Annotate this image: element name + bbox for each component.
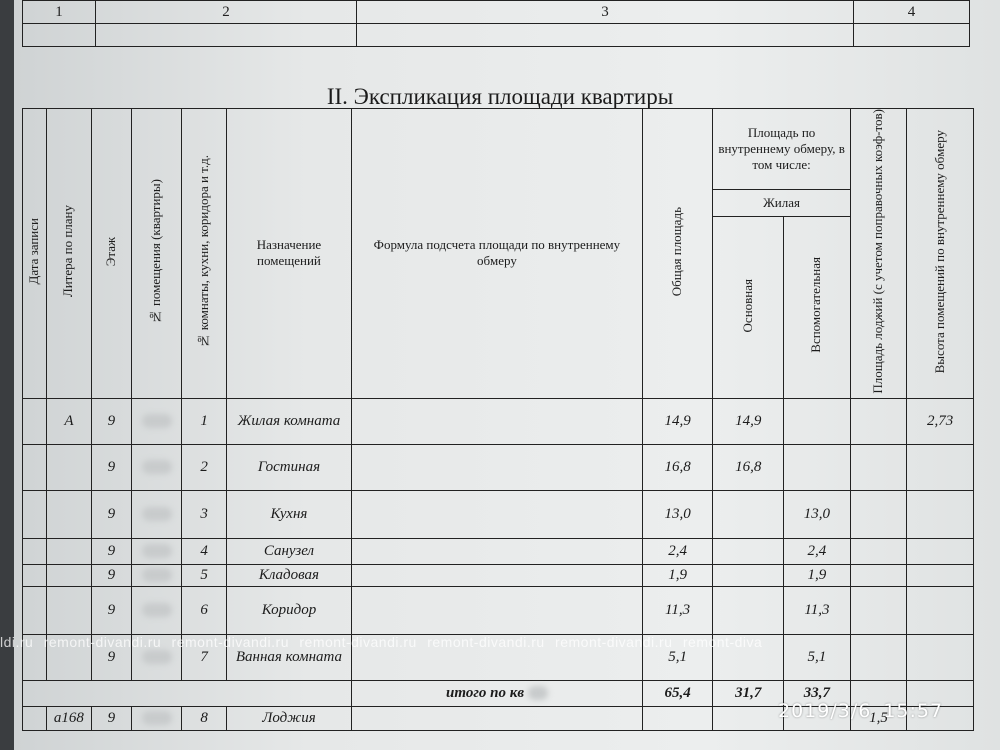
- cell-litera: [47, 490, 91, 538]
- cell-room-number: 7: [182, 634, 226, 680]
- cell-height: [907, 586, 974, 634]
- cell-total: 2,4: [642, 538, 713, 564]
- cell-height: [907, 538, 974, 564]
- header-apartment-number: № помещения (квартиры): [132, 109, 182, 399]
- cell-purpose: Ванная комната: [226, 634, 351, 680]
- cell-purpose: Лоджия: [226, 706, 351, 730]
- cell-aux: [784, 444, 851, 490]
- cell-apartment-redacted: [132, 706, 182, 730]
- cell-height: [907, 564, 974, 586]
- cell-main: 16,8: [713, 444, 784, 490]
- table-row: [23, 538, 974, 564]
- cell-main: 14,9: [713, 398, 784, 444]
- table-row: [23, 398, 974, 444]
- total-label: итого по кв: [352, 680, 643, 706]
- cell-aux: 13,0: [784, 490, 851, 538]
- col-number-3: 3: [357, 1, 854, 24]
- cell-height: [907, 490, 974, 538]
- header-auxiliary: Вспомогательная: [784, 217, 851, 399]
- cell-loggia: [850, 398, 907, 444]
- cell-purpose: Санузел: [226, 538, 351, 564]
- cell-floor: 9: [91, 444, 131, 490]
- total-area-sum: 65,4: [642, 680, 713, 706]
- cell-height: [907, 444, 974, 490]
- cell-loggia: [850, 564, 907, 586]
- cell-loggia: [850, 586, 907, 634]
- previous-section-table: [22, 0, 970, 47]
- cell-room-number: 5: [182, 564, 226, 586]
- table-row: [23, 444, 974, 490]
- cell-purpose: Кухня: [226, 490, 351, 538]
- cell-total: 13,0: [642, 490, 713, 538]
- cell-floor: 9: [91, 398, 131, 444]
- header-living: Жилая: [713, 190, 850, 217]
- cell-litera: А: [47, 398, 91, 444]
- cell-litera: [47, 538, 91, 564]
- cell-apartment-redacted: [132, 490, 182, 538]
- cell-room-number: 8: [182, 706, 226, 730]
- header-formula: Формула подсчета площади по внутреннему обмеру: [352, 109, 643, 399]
- cell-room-number: 4: [182, 538, 226, 564]
- cell-loggia: [850, 444, 907, 490]
- cell-room-number: 1: [182, 398, 226, 444]
- cell-aux: 1,9: [784, 564, 851, 586]
- cell-main: [713, 538, 784, 564]
- total-main-sum: 31,7: [713, 680, 784, 706]
- header-height: Высота помещений по внутреннему обмеру: [907, 109, 974, 399]
- cell-litera: [47, 444, 91, 490]
- cell-litera: [47, 586, 91, 634]
- photo-timestamp: 2019/3/6 15:57: [778, 700, 944, 722]
- header-date: Дата записи: [23, 109, 47, 399]
- cell-main: [713, 564, 784, 586]
- col-number-4: 4: [854, 1, 970, 24]
- cell-loggia: [850, 490, 907, 538]
- header-litera: Литера по плану: [47, 109, 91, 399]
- cell-aux: 2,4: [784, 538, 851, 564]
- cell-aux: 5,1: [784, 634, 851, 680]
- cell-purpose: Кладовая: [226, 564, 351, 586]
- cell-floor: 9: [91, 564, 131, 586]
- cell-room-number: 6: [182, 586, 226, 634]
- col-number-2: 2: [96, 1, 357, 24]
- cell-litera: [47, 564, 91, 586]
- header-purpose: Назначение помещений: [226, 109, 351, 399]
- cell-apartment-redacted: [132, 538, 182, 564]
- cell-loggia: 1,5: [850, 706, 907, 730]
- cell-room-number: 2: [182, 444, 226, 490]
- cell-purpose: Жилая комната: [226, 398, 351, 444]
- header-total-area: Общая площадь: [642, 109, 713, 399]
- cell-main: [713, 586, 784, 634]
- cell-floor: 9: [91, 634, 131, 680]
- page-title: II. Экспликация площади квартиры: [326, 84, 674, 109]
- header-main: Основная: [713, 217, 784, 399]
- cell-room-number: 3: [182, 490, 226, 538]
- table-row: [23, 586, 974, 634]
- cell-total: 11,3: [642, 586, 713, 634]
- cell-floor: 9: [91, 490, 131, 538]
- total-aux-sum: 33,7: [784, 680, 851, 706]
- col-number-1: 1: [23, 1, 96, 24]
- cell-total: 14,9: [642, 398, 713, 444]
- cell-aux: [784, 398, 851, 444]
- header-room-number: № комнаты, кухни, коридора и т.д.: [182, 109, 226, 399]
- cell-height: 2,73: [907, 398, 974, 444]
- table-row: [23, 490, 974, 538]
- cell-total: 16,8: [642, 444, 713, 490]
- cell-apartment-redacted: [132, 586, 182, 634]
- cell-total: 1,9: [642, 564, 713, 586]
- table-row: [23, 564, 974, 586]
- watermark: ldi.ru remont-divandi.ru remont-divandi.ru remont-divandi.ru remont-divandi.ru remont-divandi.ru remont-diva: [0, 634, 763, 650]
- header-inner-area: Площадь по внутреннему обмеру, в том числе:: [713, 109, 850, 190]
- header-floor: Этаж: [91, 109, 131, 399]
- cell-total: 5,1: [642, 634, 713, 680]
- cell-purpose: Гостиная: [226, 444, 351, 490]
- cell-apartment-redacted: [132, 398, 182, 444]
- cell-floor: 9: [91, 706, 131, 730]
- cell-floor: 9: [91, 586, 131, 634]
- header-loggia-area: Площадь лоджий (с учетом поправочных коэф-тов): [850, 109, 907, 399]
- cell-aux: 11,3: [784, 586, 851, 634]
- cell-litera: а168: [47, 706, 91, 730]
- cell-main: [713, 490, 784, 538]
- cell-loggia: [850, 538, 907, 564]
- cell-floor: 9: [91, 538, 131, 564]
- cell-apartment-redacted: [132, 444, 182, 490]
- cell-apartment-redacted: [132, 564, 182, 586]
- cell-purpose: Коридор: [226, 586, 351, 634]
